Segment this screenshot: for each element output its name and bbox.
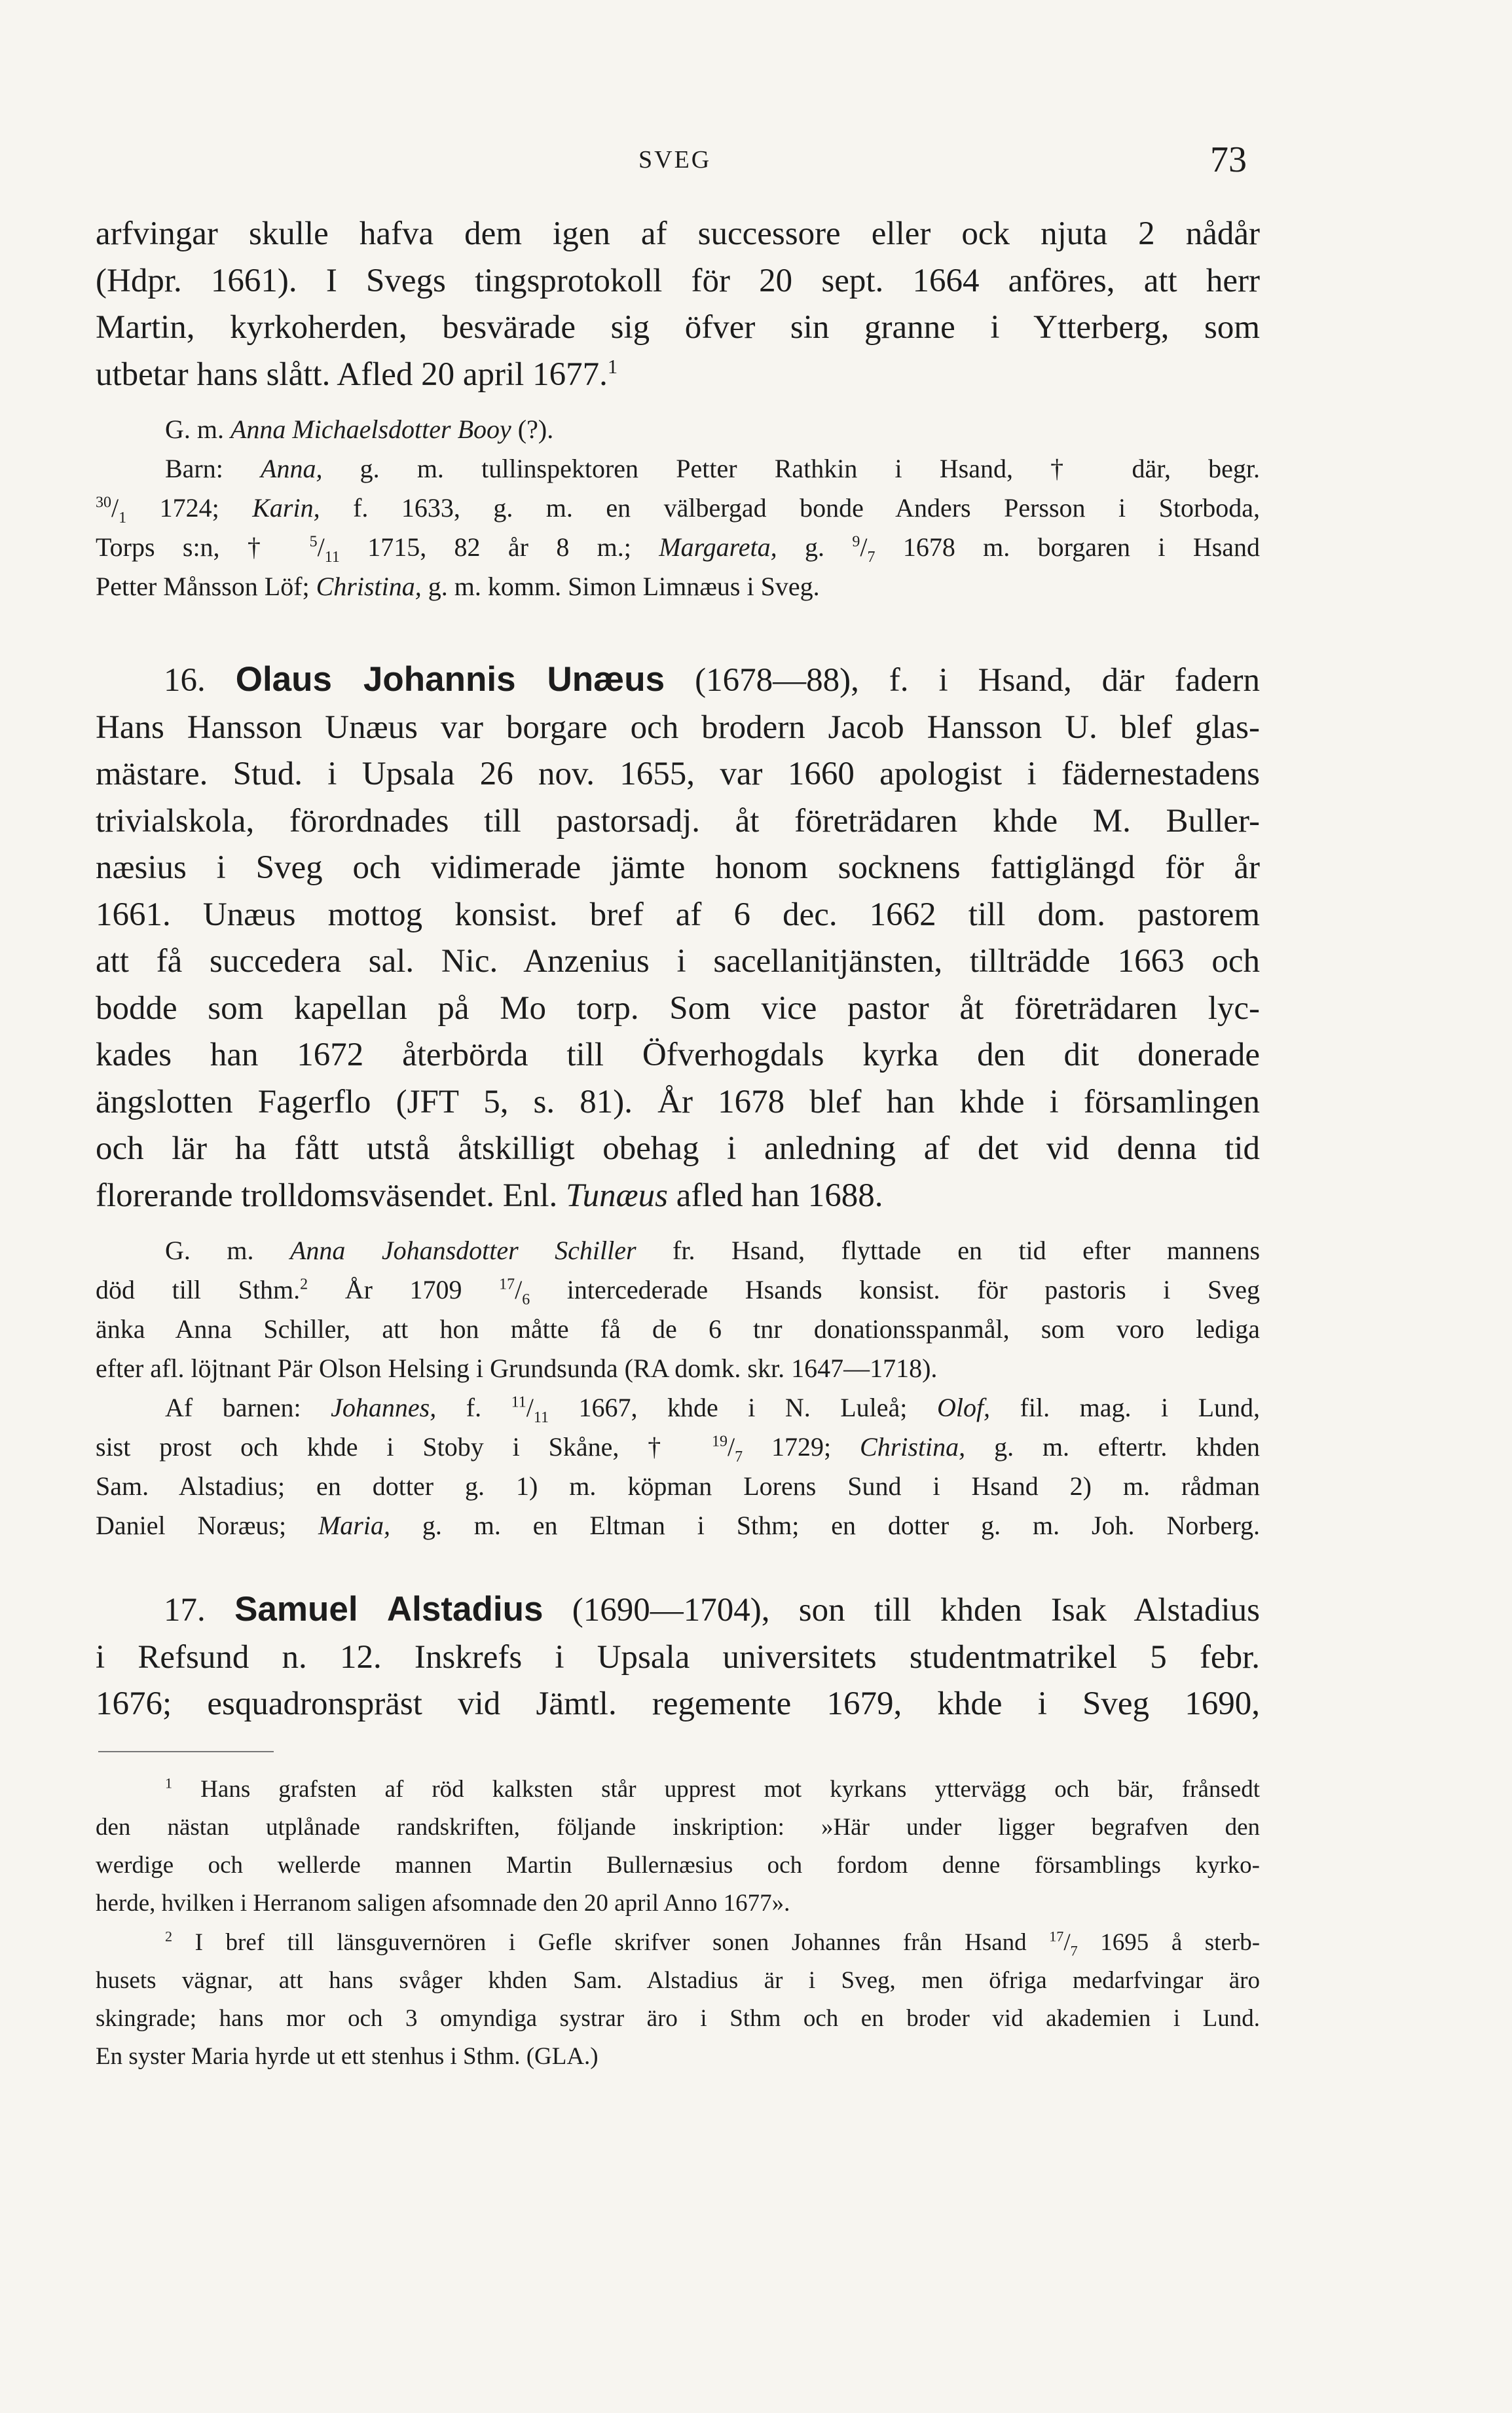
running-title: SVEG	[638, 146, 712, 174]
text-line: sist prost och khde i Stoby i Skåne, † $^{19}/_7$ 1729; Christina, g. m. eftertr. khden	[96, 1432, 1261, 1465]
text-line: bodde som kapellan på Mo torp. Som vice pastor åt företrädaren lyc-	[96, 989, 1260, 1027]
text-line: G. m. Anna Johansdotter Schiller fr. Hsand, flyttade en tid efter mannens	[165, 1236, 1261, 1265]
text-line: $^1$ Hans grafsten af röd kalksten står upprest mot kyrkans yttervägg och bär, frånsedt	[165, 1775, 1261, 1803]
text-line: Sam. Alstadius; en dotter g. 1) m. köpman Lorens Sund i Hsand 2) m. rådman	[96, 1471, 1260, 1501]
footnote-2	[96, 1924, 1260, 2076]
text-line: ängslotten Fagerflo (JFT 5, s. 81). År 1678 blef han khde i församlingen	[96, 1083, 1260, 1120]
entry-17	[96, 1586, 1260, 1728]
entry-name: Olaus Johannis Unæus	[235, 660, 665, 699]
footnote-ref: 1	[607, 355, 618, 378]
text-line: Barn: Anna, g. m. tullinspektoren Petter Rathkin i Hsand, † där, begr.	[165, 454, 1261, 483]
text-line: $^{30}/_1$ 1724; Karin, f. 1633, g. m. en välbergad bonde Anders Persson i Storboda,	[96, 493, 1261, 526]
text-line: Daniel Noræus; Maria, g. m. en Eltman i Sthm; en dotter g. m. Joh. Norberg.	[96, 1511, 1261, 1540]
footnote-mark: 2	[165, 1928, 173, 1945]
text-line: werdige och wellerde mannen Martin Bullernæsius och fordom denne församblings kyrko-	[96, 1852, 1260, 1879]
text-line: Torps s:n, † $^5/_{11}$ 1715, 82 år 8 m.; Margareta, g. $^9/_7$ 1678 m. borgaren i Hsand	[96, 532, 1261, 566]
text-line: skingrade; hans mor och 3 omyndiga systrar äro i Sthm och en broder vid akademien i Lund.	[96, 2005, 1260, 2032]
text-line: efter afl. löjtnant Pär Olson Helsing i Grundsunda (RA domk. skr. 1647—1718).	[96, 1354, 938, 1383]
text-line: i Refsund n. 12. Inskrefs i Upsala universitets studentmatrikel 5 febr.	[96, 1638, 1260, 1676]
entry-number: 16.	[164, 662, 206, 699]
spouse-name: Anna Johansdotter Schiller	[289, 1236, 636, 1265]
text-line: Af barnen: Johannes, f. $^{11}/_{11}$ 1667, khde i N. Luleå; Olof, fil. mag. i Lund,	[165, 1393, 1261, 1426]
text-line: $^2$ I bref till länsguvernören i Gefle skrifver sonen Johannes från Hsand $^{17}/_7$ 1695 å sterb-	[165, 1928, 1261, 1959]
family-note-unaeus	[96, 1231, 1260, 1545]
entry-16	[96, 656, 1260, 1219]
text-line: Petter Månsson Löf; Christina, g. m. komm. Simon Limnæus i Sveg.	[96, 572, 820, 601]
text-line: (Hdpr. 1661). I Svegs tingsprotokoll för 20 sept. 1664 anföres, att herr	[96, 262, 1260, 299]
text-line: herde, hvilken i Herranom saligen afsomnade den 20 april Anno 1677».	[96, 1890, 790, 1917]
text-line: En syster Maria hyrde ut ett stenhus i Sthm. (GLA.)	[96, 2043, 599, 2070]
spouse-name: Anna Michaelsdotter Booy	[230, 414, 511, 444]
family-note-bullernaesius	[96, 410, 1260, 606]
page-header	[0, 139, 1512, 185]
text-line: Martin, kyrkoherden, besvärade sig öfver sin granne i Ytterberg, som	[96, 309, 1260, 346]
text-line: husets vägnar, att hans svåger khden Sam. Alstadius är i Sveg, men öfriga medarfvingar äro	[96, 1967, 1260, 1994]
text-line: Hans Hansson Unæus var borgare och brodern Jacob Hansson U. blef glas-	[96, 709, 1260, 746]
text-line: änka Anna Schiller, att hon måtte få de 6 tnr donationsspanmål, som voro lediga	[96, 1314, 1260, 1344]
text-line: florerande trolldomsväsendet. Enl. Tunæus afled han 1688.	[96, 1177, 883, 1214]
text-line: 17. Samuel Alstadius (1690—1704), son till khden Isak Alstadius	[164, 1590, 1261, 1629]
entry-number: 17.	[164, 1592, 206, 1629]
text-line: att få succedera sal. Nic. Anzenius i sacellanitjänsten, tillträdde 1663 och	[96, 943, 1260, 980]
footnote-1	[96, 1771, 1260, 1923]
footnote-divider	[98, 1751, 274, 1752]
text-line: 1661. Unæus mottog konsist. bref af 6 dec. 1662 till dom. pastorem	[96, 896, 1260, 933]
text-line: trivialskola, förordnades till pastorsadj. åt företrädaren khde M. Buller-	[96, 802, 1260, 839]
paragraph-intro	[96, 211, 1260, 398]
text-line: kades han 1672 återbörda till Öfverhogdals kyrka den dit donerade	[96, 1037, 1260, 1073]
footnote-ref: 2	[300, 1276, 308, 1293]
text-line: G. m. Anna Michaelsdotter Booy (?).	[165, 414, 554, 444]
text-line: næsius i Sveg och vidimerade jämte honom socknens fattiglängd för år	[96, 849, 1260, 886]
text-line: 1676; esquadronspräst vid Jämtl. regemente 1679, khde i Sveg 1690,	[96, 1685, 1260, 1722]
footnote-mark: 1	[165, 1775, 173, 1792]
text-line: 16. Olaus Johannis Unæus (1678—88), f. i Hsand, där fadern	[164, 660, 1260, 699]
page-number: 73	[1210, 139, 1247, 180]
text-line: arfvingar skulle hafva dem igen af successore eller ock njuta 2 nådår	[96, 215, 1260, 252]
text-line: död till Sthm.$^2$ År 1709 $^{17}/_6$ intercederade Hsands konsist. för pastoris i Sveg	[96, 1275, 1261, 1308]
text-line: och lär ha fått utstå åtskilligt obehag i anledning af det vid denna tid	[96, 1130, 1260, 1167]
entry-name: Samuel Alstadius	[234, 1590, 544, 1629]
text-line: utbetar hans slått. Afled 20 april 1677.$^1$	[96, 355, 618, 393]
text-line: mästare. Stud. i Upsala 26 nov. 1655, var 1660 apologist i fädernestadens	[96, 756, 1260, 792]
text-line: den nästan utplånade randskriften, följande inskription: »Här under ligger begrafven den	[96, 1814, 1260, 1841]
